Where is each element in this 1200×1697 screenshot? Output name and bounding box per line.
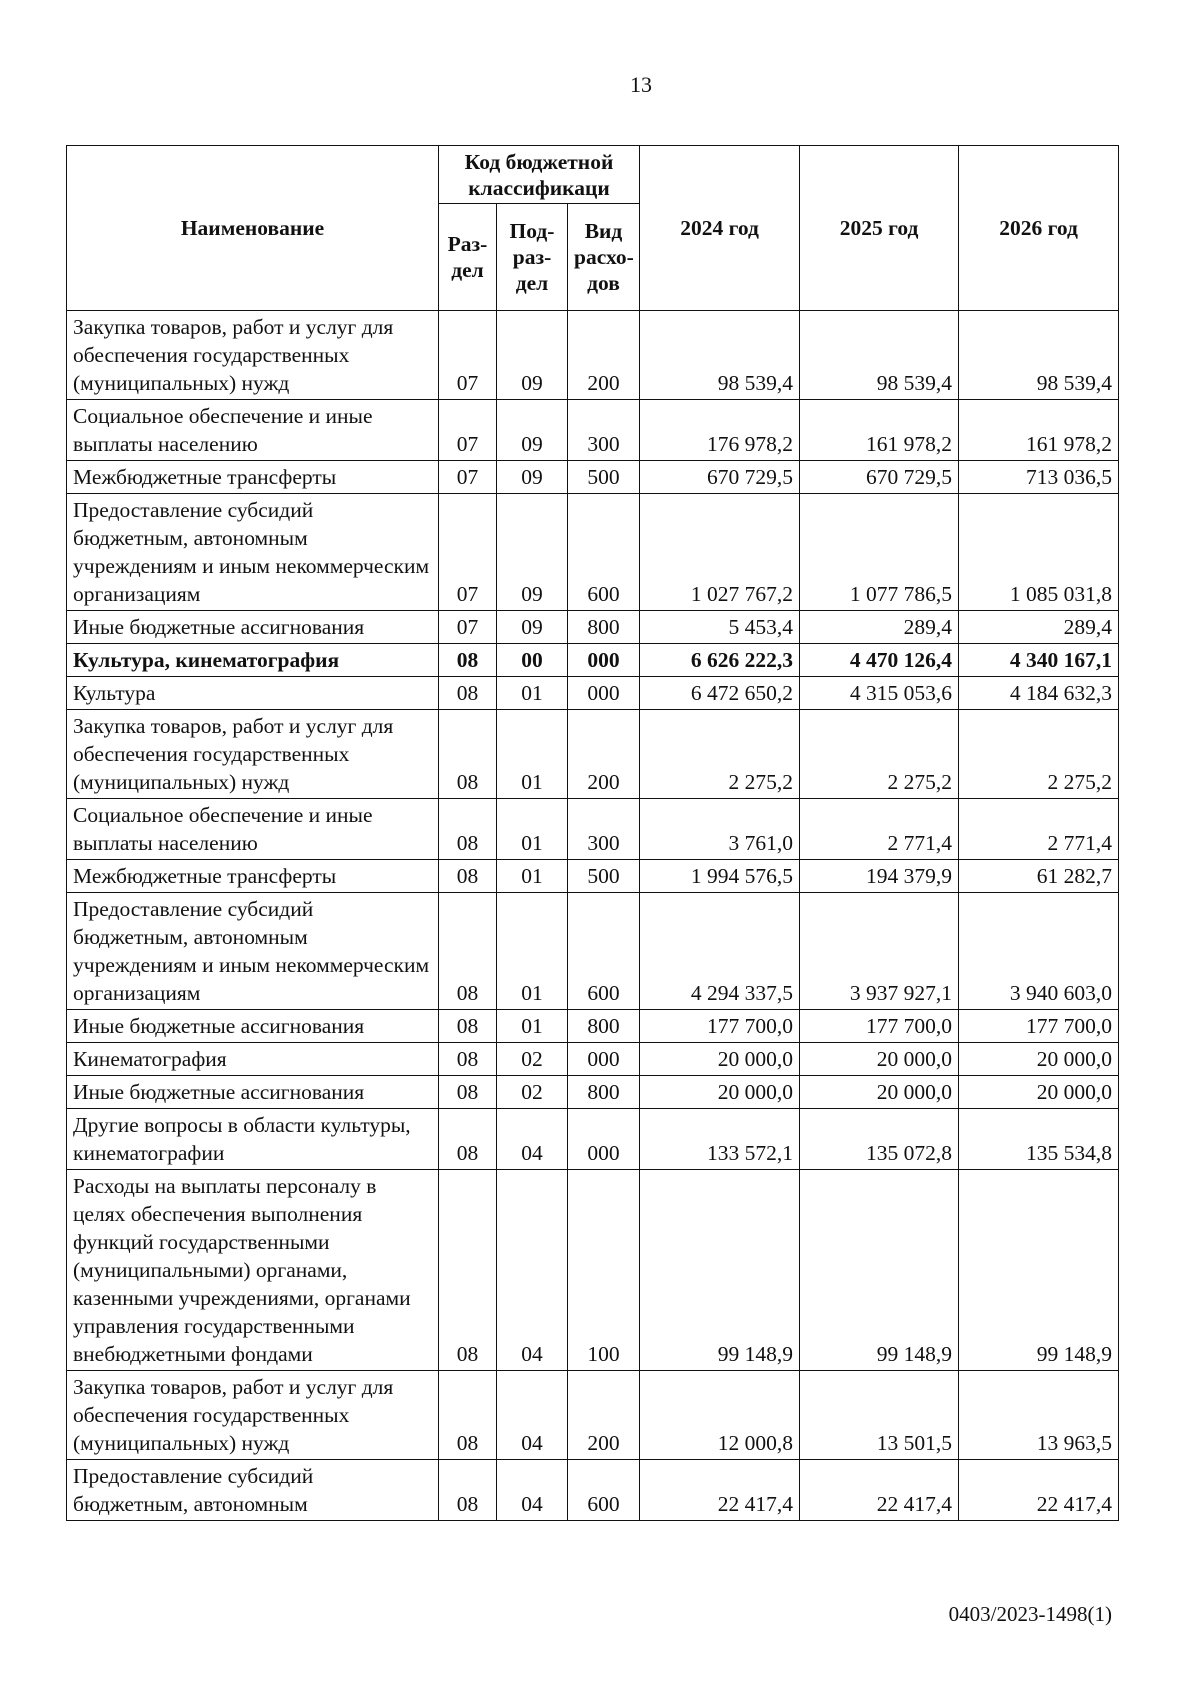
row-podrazdel: 00 [497,644,568,677]
row-name: Иные бюджетные ассигнования [67,1010,439,1043]
row-value-2026: 13 963,5 [959,1371,1119,1460]
row-name: Закупка товаров, работ и услуг для обеспечения государственных (муниципальных) нужд [67,1371,439,1460]
row-podrazdel: 01 [497,860,568,893]
row-vid: 600 [568,494,640,611]
row-value-2024: 20 000,0 [640,1043,800,1076]
row-value-2024: 670 729,5 [640,461,800,494]
row-podrazdel: 09 [497,494,568,611]
row-vid: 800 [568,1010,640,1043]
row-value-2025: 4 470 126,4 [800,644,959,677]
row-razdel: 08 [439,710,497,799]
row-value-2024: 98 539,4 [640,311,800,400]
row-value-2024: 6 626 222,3 [640,644,800,677]
row-value-2026: 98 539,4 [959,311,1119,400]
row-value-2026: 161 978,2 [959,400,1119,461]
row-value-2024: 22 417,4 [640,1460,800,1521]
table-row [67,1170,1119,1371]
row-value-2025: 670 729,5 [800,461,959,494]
row-razdel: 08 [439,677,497,710]
row-vid: 600 [568,1460,640,1521]
header-razdel: Раз-дел [439,204,497,311]
table-row [67,677,1119,710]
row-name: Межбюджетные трансферты [67,461,439,494]
table-row [67,1043,1119,1076]
row-name: Предоставление субсидий бюджетным, автономным [67,1460,439,1521]
row-value-2025: 194 379,9 [800,860,959,893]
row-value-2026: 2 275,2 [959,710,1119,799]
row-value-2024: 1 994 576,5 [640,860,800,893]
row-value-2026: 4 340 167,1 [959,644,1119,677]
row-value-2026: 61 282,7 [959,860,1119,893]
row-podrazdel: 01 [497,893,568,1010]
header-2025: 2025 год [800,146,959,311]
row-podrazdel: 04 [497,1170,568,1371]
row-name: Социальное обеспечение и иные выплаты населению [67,400,439,461]
row-vid: 300 [568,400,640,461]
row-value-2026: 2 771,4 [959,799,1119,860]
row-value-2024: 133 572,1 [640,1109,800,1170]
row-podrazdel: 04 [497,1109,568,1170]
row-podrazdel: 01 [497,710,568,799]
row-value-2025: 135 072,8 [800,1109,959,1170]
row-value-2025: 289,4 [800,611,959,644]
row-podrazdel: 01 [497,677,568,710]
document-code: 0403/2023-1498(1) [948,1602,1112,1626]
table-row [67,1371,1119,1460]
row-razdel: 07 [439,461,497,494]
row-razdel: 07 [439,494,497,611]
row-razdel: 07 [439,400,497,461]
row-podrazdel: 09 [497,461,568,494]
header-kbk: Код бюджетной классификаци [439,146,640,204]
row-value-2026: 135 534,8 [959,1109,1119,1170]
row-value-2024: 99 148,9 [640,1170,800,1371]
row-name: Культура [67,677,439,710]
row-razdel: 07 [439,611,497,644]
row-value-2025: 22 417,4 [800,1460,959,1521]
header-vid: Вид расхо-дов [568,204,640,311]
table-row [67,893,1119,1010]
table-row [67,710,1119,799]
row-razdel: 08 [439,1460,497,1521]
row-name: Расходы на выплаты персоналу в целях обеспечения выполнения функций государственными (муниципальными) органами, казенными учреждениями, органами управления государственными внебюджетными фондами [67,1170,439,1371]
row-value-2025: 20 000,0 [800,1043,959,1076]
row-razdel: 08 [439,1076,497,1109]
row-value-2026: 177 700,0 [959,1010,1119,1043]
section-total-row [67,644,1119,677]
header-podrazdel: Под-раз-дел [497,204,568,311]
row-name: Предоставление субсидий бюджетным, автономным учреждениям и иным некоммерческим организациям [67,893,439,1010]
row-vid: 000 [568,644,640,677]
row-name: Закупка товаров, работ и услуг для обеспечения государственных (муниципальных) нужд [67,311,439,400]
row-value-2025: 20 000,0 [800,1076,959,1109]
row-vid: 000 [568,1043,640,1076]
row-value-2025: 13 501,5 [800,1371,959,1460]
row-value-2024: 1 027 767,2 [640,494,800,611]
row-value-2025: 3 937 927,1 [800,893,959,1010]
row-name: Закупка товаров, работ и услуг для обеспечения государственных (муниципальных) нужд [67,710,439,799]
row-vid: 100 [568,1170,640,1371]
row-vid: 500 [568,461,640,494]
row-value-2024: 5 453,4 [640,611,800,644]
row-razdel: 08 [439,799,497,860]
row-value-2025: 2 771,4 [800,799,959,860]
table-row [67,611,1119,644]
row-value-2026: 22 417,4 [959,1460,1119,1521]
row-value-2025: 4 315 053,6 [800,677,959,710]
row-name: Другие вопросы в области культуры, кинематографии [67,1109,439,1170]
row-vid: 500 [568,860,640,893]
row-value-2024: 4 294 337,5 [640,893,800,1010]
row-podrazdel: 09 [497,311,568,400]
row-name: Культура, кинематография [67,644,439,677]
table-row [67,1076,1119,1109]
table-row [67,494,1119,611]
row-vid: 000 [568,677,640,710]
row-value-2025: 177 700,0 [800,1010,959,1043]
row-razdel: 07 [439,311,497,400]
row-value-2024: 6 472 650,2 [640,677,800,710]
row-value-2024: 12 000,8 [640,1371,800,1460]
table-row [67,1010,1119,1043]
row-podrazdel: 09 [497,611,568,644]
row-value-2024: 2 275,2 [640,710,800,799]
table-row [67,860,1119,893]
row-value-2026: 4 184 632,3 [959,677,1119,710]
table-row [67,1460,1119,1521]
row-razdel: 08 [439,860,497,893]
table-row [67,1109,1119,1170]
row-value-2025: 2 275,2 [800,710,959,799]
row-podrazdel: 02 [497,1043,568,1076]
row-podrazdel: 01 [497,1010,568,1043]
row-name: Межбюджетные трансферты [67,860,439,893]
row-name: Иные бюджетные ассигнования [67,1076,439,1109]
row-vid: 200 [568,1371,640,1460]
row-value-2025: 98 539,4 [800,311,959,400]
row-value-2026: 20 000,0 [959,1076,1119,1109]
row-value-2024: 3 761,0 [640,799,800,860]
row-value-2024: 177 700,0 [640,1010,800,1043]
row-value-2026: 99 148,9 [959,1170,1119,1371]
row-value-2026: 3 940 603,0 [959,893,1119,1010]
row-name: Кинематография [67,1043,439,1076]
row-razdel: 08 [439,1043,497,1076]
row-value-2026: 1 085 031,8 [959,494,1119,611]
table-row [67,400,1119,461]
row-vid: 200 [568,311,640,400]
row-name: Предоставление субсидий бюджетным, автономным учреждениям и иным некоммерческим организациям [67,494,439,611]
table-body [67,311,1119,1521]
row-name: Социальное обеспечение и иные выплаты населению [67,799,439,860]
row-razdel: 08 [439,1371,497,1460]
table-row [67,461,1119,494]
row-podrazdel: 09 [497,400,568,461]
row-razdel: 08 [439,1010,497,1043]
row-value-2026: 289,4 [959,611,1119,644]
row-podrazdel: 01 [497,799,568,860]
row-value-2026: 713 036,5 [959,461,1119,494]
row-razdel: 08 [439,1170,497,1371]
table-row [67,311,1119,400]
row-value-2025: 1 077 786,5 [800,494,959,611]
header-2026: 2026 год [959,146,1119,311]
row-vid: 200 [568,710,640,799]
table-header [67,146,1119,311]
row-vid: 300 [568,799,640,860]
header-name: Наименование [67,146,439,311]
row-podrazdel: 02 [497,1076,568,1109]
budget-table [66,145,1119,1521]
header-2024: 2024 год [640,146,800,311]
row-value-2025: 161 978,2 [800,400,959,461]
row-podrazdel: 04 [497,1460,568,1521]
table-row [67,799,1119,860]
row-vid: 800 [568,1076,640,1109]
row-value-2024: 20 000,0 [640,1076,800,1109]
page-number: 13 [630,72,652,97]
row-podrazdel: 04 [497,1371,568,1460]
row-vid: 000 [568,1109,640,1170]
row-value-2026: 20 000,0 [959,1043,1119,1076]
row-value-2024: 176 978,2 [640,400,800,461]
row-value-2025: 99 148,9 [800,1170,959,1371]
row-vid: 800 [568,611,640,644]
row-razdel: 08 [439,644,497,677]
row-razdel: 08 [439,893,497,1010]
row-razdel: 08 [439,1109,497,1170]
row-vid: 600 [568,893,640,1010]
row-name: Иные бюджетные ассигнования [67,611,439,644]
